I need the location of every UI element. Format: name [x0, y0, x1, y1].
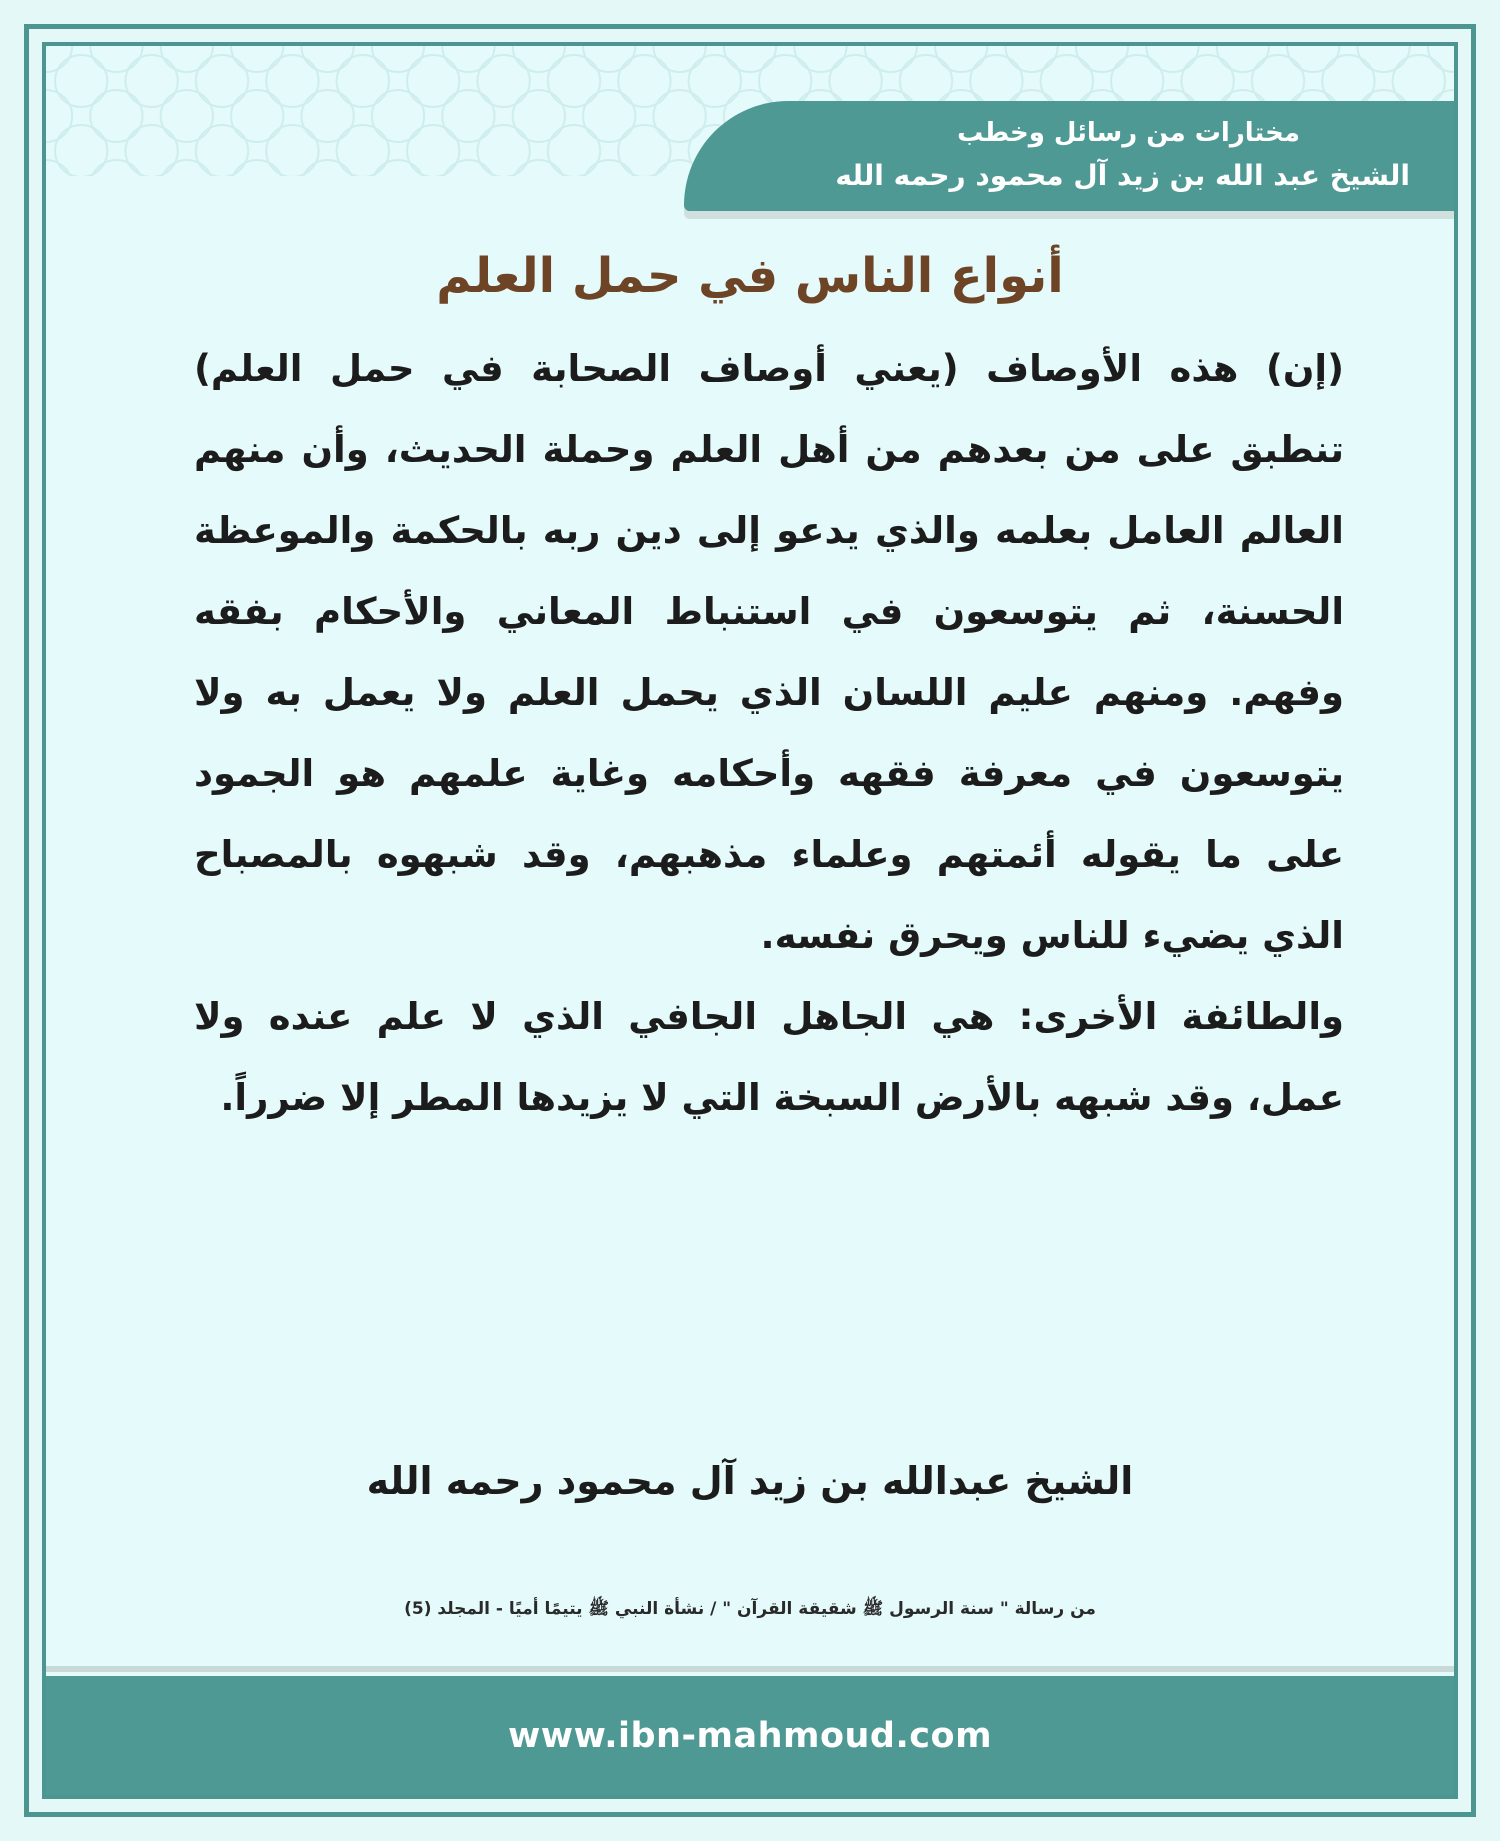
footer-divider	[46, 1666, 1454, 1672]
signature: الشيخ عبدالله بن زيد آل محمود رحمه الله	[366, 1459, 1134, 1503]
card	[42, 42, 1458, 1799]
header-subtitle: مختارات من رسائل وخطب	[957, 118, 1300, 148]
page-title: أنواع الناس في حمل العلم	[436, 248, 1064, 304]
source-citation: من رسالة " سنة الرسول ﷺ شقيقة القرآن " / نشأة النبي ﷺ يتيمًا أميًا - المجلد (5)	[404, 1599, 1096, 1619]
website-link[interactable]: www.ibn-mahmoud.com	[507, 1715, 993, 1756]
body-text	[194, 328, 1344, 1138]
paragraph-1: (إن) هذه الأوصاف (يعني أوصاف الصحابة في حمل العلم) تنطبق على من بعدهم من أهل العلم وحملة الحديث، وأن منهم العالم العامل بعلمه والذي يدعو إلى دين ربه بالحكمة والموعظة الحسنة، ثم يتوسعون في استنباط المعاني والأحكام بفقه وفهم. ومنهم عليم اللسان الذي يحمل العلم ولا يعمل به ولا يتوسعون في معرفة فقهه وأحكامه وغاية علمهم هو الجمود على ما يقوله أئمتهم وعلماء مذهبهم، وقد شبهوه بالمصباح الذي يضيء للناس ويحرق نفسه.	[194, 347, 1344, 957]
header-banner	[684, 101, 1454, 211]
header-author: الشيخ عبد الله بن زيد آل محمود رحمه الله	[835, 159, 1410, 192]
paragraph-2: والطائفة الأخرى: هي الجاهل الجافي الذي لا علم عنده ولا عمل، وقد شبهه بالأرض السبخة التي لا يزيدها المطر إلا ضرراً.	[194, 995, 1344, 1119]
footer-bar	[46, 1676, 1454, 1795]
